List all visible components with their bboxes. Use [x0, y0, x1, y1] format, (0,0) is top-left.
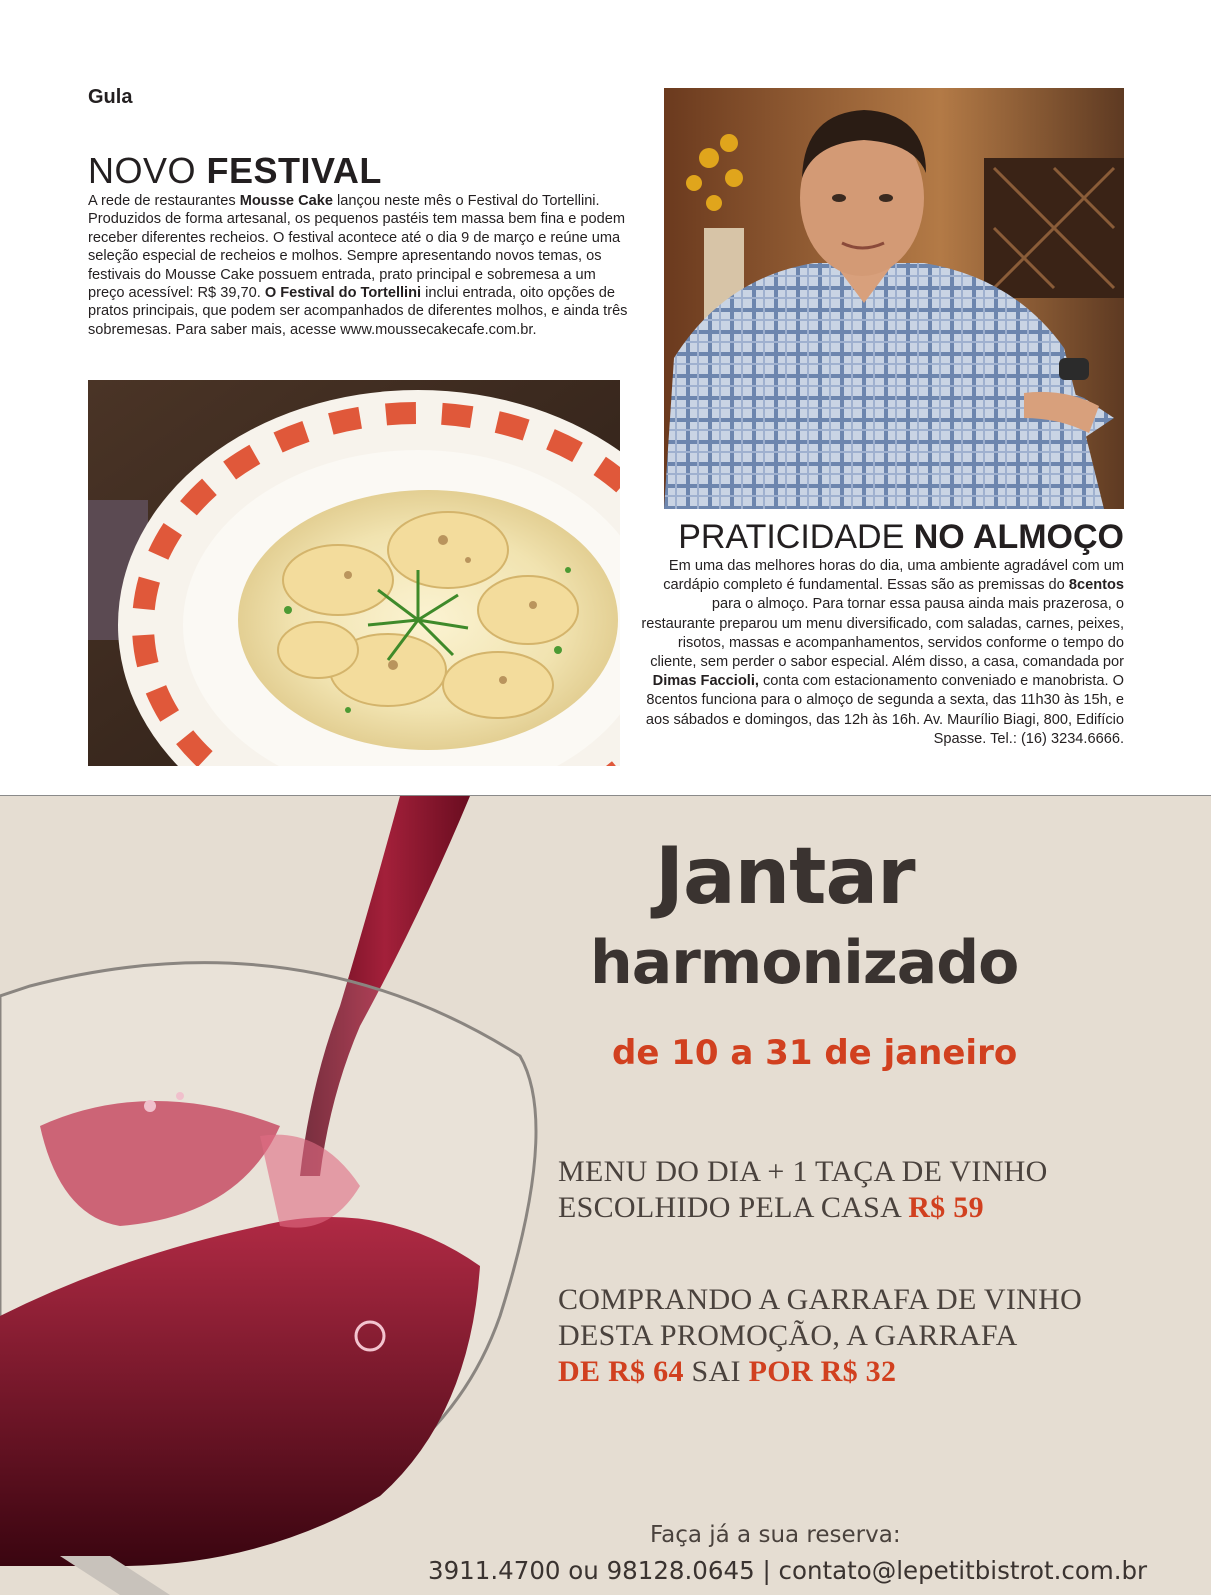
festival-headline-light: NOVO: [88, 150, 207, 191]
ad-offer-menu-text: ESCOLHIDO PELA CASA: [558, 1191, 909, 1224]
ad-offer-bottle-line2: DESTA PROMOÇÃO, A GARRAFA: [558, 1319, 1018, 1352]
festival-text-1: A rede de restaurantes: [88, 193, 240, 209]
ad-offer-menu-line1: MENU DO DIA + 1 TAÇA DE VINHO: [558, 1155, 1048, 1188]
praticidade-text-3: conta com estacionamento conveniado e manobrista. O 8centos funciona para o almoço de segunda a sexta, das 11h30 às 15h, e aos sábados e domingos, das 12h às 16h. Av. Maurílio Biagi, 800, Edifício Spasse. Tel.: (16) 3234.6666.: [645, 673, 1124, 747]
ad-offer-bottle: [558, 1282, 1082, 1390]
ad-title-line1: Jantar: [655, 832, 915, 922]
wine-dinner-ad: [0, 796, 1211, 1595]
ad-offer-bottle-from: DE R$ 64: [558, 1355, 684, 1388]
section-label: Gula: [88, 86, 133, 108]
ad-offer-bottle-to: POR R$ 32: [748, 1355, 897, 1388]
festival-bold-1: Mousse Cake: [239, 193, 333, 209]
praticidade-headline-light: PRATICIDADE: [678, 518, 914, 556]
ad-offer-bottle-line3: [558, 1354, 1082, 1390]
praticidade-bold-2: Dimas Faccioli,: [652, 673, 759, 690]
praticidade-headline: [640, 520, 1124, 554]
festival-text-3: inclui entrada, oito opções de pratos principais, que podem ser acompanhados de diferentes molhos, e ainda três sobremesas. Para saber mais, acesse www.moussecakecafe.com.br.: [88, 285, 628, 338]
festival-bold-2: O Festival do Tortellini: [264, 285, 422, 302]
ad-title-line2: harmonizado: [590, 928, 1019, 998]
tortellini-photo: [88, 380, 620, 766]
ad-offer-bottle-line1: COMPRANDO A GARRAFA DE VINHO: [558, 1283, 1083, 1316]
chef-portrait-photo: [664, 88, 1124, 509]
ad-offer-bottle-mid: SAI: [683, 1355, 749, 1388]
ad-dates: de 10 a 31 de janeiro: [612, 1033, 1018, 1073]
praticidade-text-1: Em uma das melhores horas do dia, uma ambiente agradável com um cardápio completo é fundamental. Essas são as premissas do: [663, 558, 1124, 594]
ad-reservation-cta: Faça já a sua reserva:: [650, 1522, 901, 1548]
praticidade-text-2: para o almoço. Para tornar essa pausa ainda mais prazerosa, o restaurante preparou um menu diversificado, com saladas, carnes, peixes, risotos, massas e acompanhamentos, servidos conforme o tempo do cliente, sem perder o sabor especial. Além disso, a casa, comandada por: [641, 596, 1124, 671]
ad-contact-info: 3911.4700 ou 98128.0645 | contato@lepetitbistrot.com.br: [428, 1556, 1148, 1585]
festival-body: [88, 192, 628, 339]
praticidade-headline-bold: NO ALMOÇO: [913, 518, 1124, 556]
festival-headline: [88, 150, 382, 191]
ad-offer-menu-line2: [558, 1190, 1048, 1226]
ad-offer-menu: [558, 1154, 1048, 1226]
praticidade-bold-1: 8centos: [1068, 577, 1124, 594]
praticidade-body: [640, 557, 1124, 749]
festival-text-2: lançou neste mês o Festival do Tortellini. Produzidos de forma artesanal, os pequenos pastéis tem massa bem fina e podem receber diferentes recheios. O festival acontece até o dia 9 de março e reúne uma seleção especial de recheios e molhos. Sempre apresentando novos temas, os festivais do Mousse Cake possuem entrada, prato principal e sobremesa a um preço acessível: R$ 39,70.: [88, 193, 626, 302]
festival-headline-bold: FESTIVAL: [206, 150, 382, 191]
ad-offer-menu-price: R$ 59: [908, 1191, 984, 1224]
